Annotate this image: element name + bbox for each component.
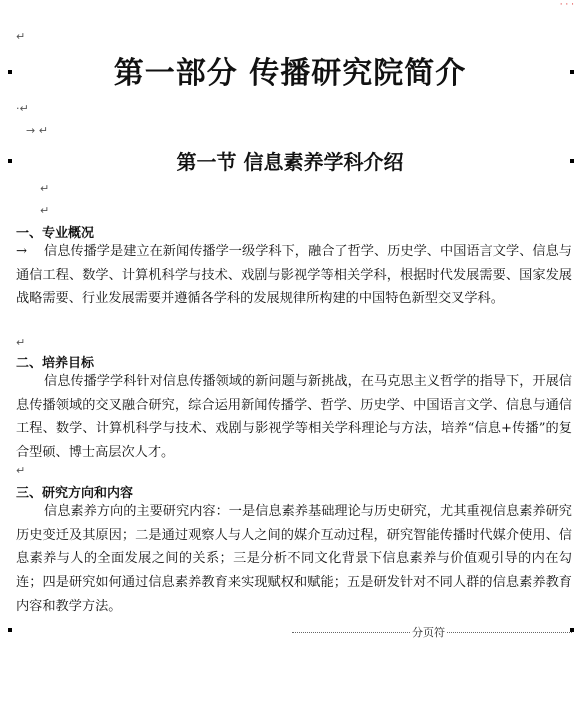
page-break-label: 分页符 <box>412 626 445 639</box>
paragraph-mark-icon: ↵ <box>16 464 26 477</box>
section-heading: 三、研究方向和内容 <box>16 486 134 501</box>
section-heading: 一、专业概况 <box>16 226 95 241</box>
layout-marker <box>8 628 12 632</box>
corner-fragment: · · · <box>559 0 574 10</box>
paragraph-mark-icon: ↵ <box>16 336 26 349</box>
tab-arrow-icon: → ↵ <box>26 124 48 137</box>
section-body <box>16 240 572 311</box>
section-body-text: 信息传播学是建立在新闻传播学一级学科下，融合了哲学、历史学、中国语言文学、信息与通信工程、数学、计算机科学与技术、戏剧与影视学等相关学科，根据时代发展需要、国家发展战略需要、行业发展需要并遵循各学科的发展规律所构建的中国特色新型交叉学科。 <box>16 244 572 307</box>
paragraph-mark-icon: ·↵ <box>16 102 29 115</box>
section-title-text: 第一节 信息素养学科介绍 <box>176 150 404 174</box>
tab-arrow-icon: → <box>16 244 28 259</box>
section-body <box>16 500 572 619</box>
section-body-text: 信息传播学学科针对信息传播领域的新问题与新挑战，在马克思主义哲学的指导下，开展信息传播领域的交叉融合研究，综合运用新闻传播学、哲学、历史学、中国语言文学、信息与通信工程、数学、计算机科学与技术、戏剧与影视学等相关学科理论与方法，培养“信息+传播”的复合型硕、博士高层次人才。 <box>16 374 572 461</box>
section-body <box>16 370 572 465</box>
paragraph-mark-icon: ↵ <box>40 182 50 195</box>
page-title-text: 第一部分 传播研究院简介 <box>113 56 467 91</box>
section-heading: 二、培养目标 <box>16 356 95 371</box>
paragraph-mark-icon: ↵ <box>16 30 26 43</box>
paragraph-mark-icon: ↵ <box>40 204 50 217</box>
section-body-text: 信息素养方向的主要研究内容：一是信息素养基础理论与历史研究，尤其重视信息素养研究历史变迁及其原因；二是通过观察人与人之间的媒介互动过程，研究智能传播时代媒介使用、信息素养与人的全面发展之间的关系；三是分析不同文化背景下信息素养与价值观引导的内在勾连；四是研究如何通过信息素养教育来实现赋权和赋能；五是研发针对不同人群的信息素养教育内容和教学方法。 <box>16 504 572 614</box>
section-title <box>0 146 580 175</box>
page-title <box>0 48 580 92</box>
